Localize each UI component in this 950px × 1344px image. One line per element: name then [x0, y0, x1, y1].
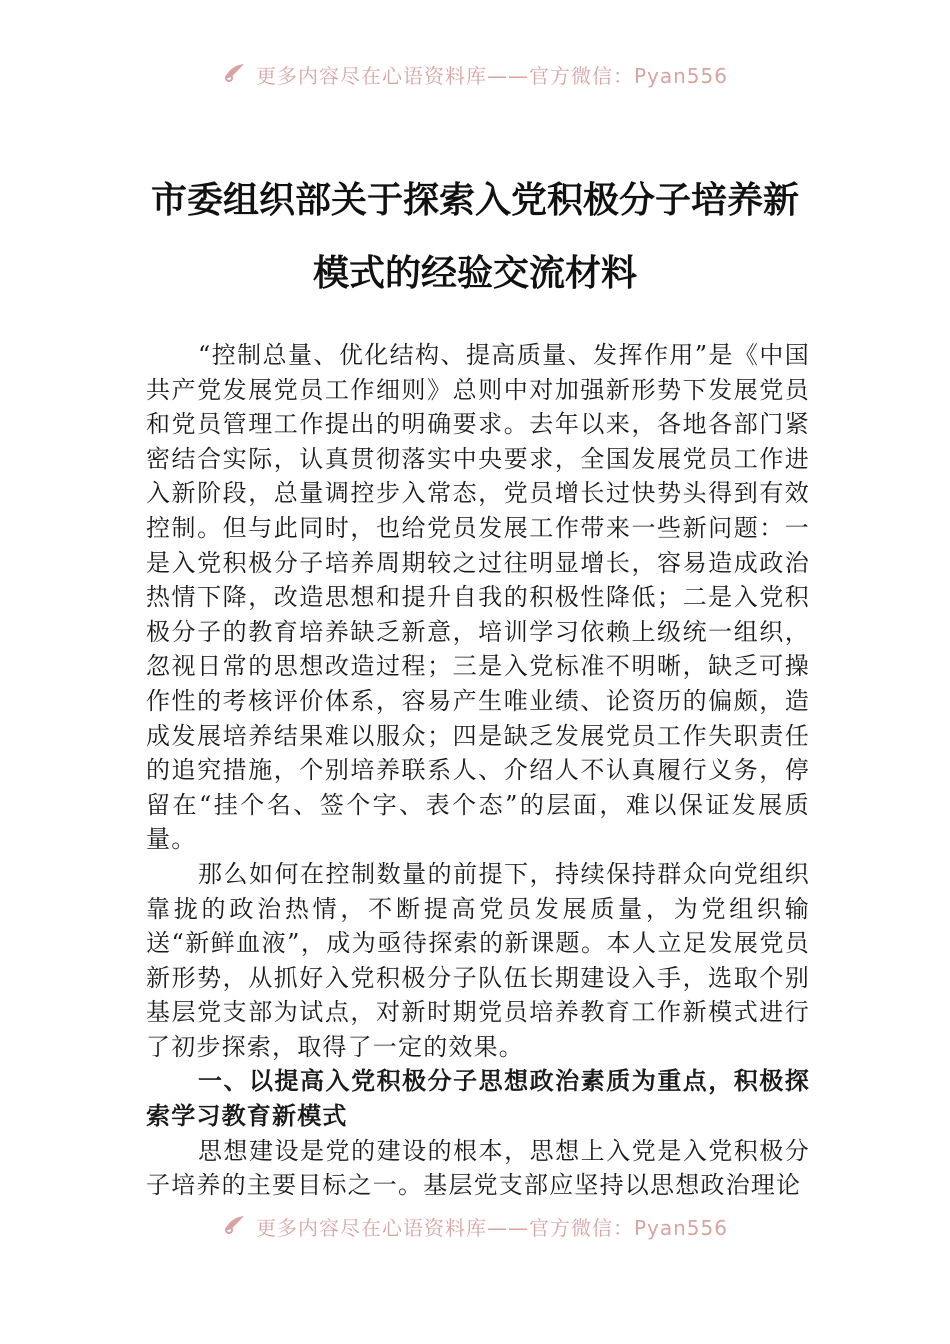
document-title-line-1: 市委组织部关于探索入党积极分子培养新 — [150, 179, 799, 221]
watermark-text: 更多内容尽在心语资料库——官方微信：Pyan556 — [255, 64, 728, 88]
body-paragraph: “控制总量、优化结构、提高质量、发挥作用”是《中国共产党发展党员工作细则》总则中对加强新形势下发展党员和党员管理工作提出的明确要求。去年以来，各地各部门紧密结合实际，认真贯彻落实中央要求，全国发展党员工作进入新阶段，总量调控步入常态，党员增长过快势头得到有效控制。但与此同时，也给党员发展工作带来一些新问题：一是入党积极分子培养周期较之过往明显增长，容易造成政治热情下降，改造思想和提升自我的积极性降低；二是入党积极分子的教育培养缺乏新意，培训学习依赖上级统一组织，忽视日常的思想改造过程；三是入党标准不明晰，缺乏可操作性的考核评价体系，容易产生唯业绩、论资历的偏颇，造成发展培养结果难以服众；四是缺乏发展党员工作失职责任的追究措施，个别培养联系人、介绍人不认真履行义务，停留在“挂个名、签个字、表个态”的层面，难以保证发展质量。 — [146, 341, 810, 854]
section-heading: 一、以提高入党积极分子思想政治素质为重点，积极探索学习教育新模式 — [146, 1067, 810, 1131]
pen-logo-icon — [222, 61, 248, 88]
pen-logo-icon — [222, 1213, 248, 1240]
watermark-text: 更多内容尽在心语资料库——官方微信：Pyan556 — [255, 1216, 728, 1240]
watermark-top — [0, 60, 950, 89]
document-body — [146, 338, 810, 1203]
body-paragraph: 那么如何在控制数量的前提下，持续保持群众向党组织靠拢的政治热情，不断提高党员发展质量，为党组织输送“新鲜血液”，成为亟待探索的新课题。本人立足发展党员新形势，从抓好入党积极分子队伍长期建设入手，选取个别基层党支部为试点，对新时期党员培养教育工作新模式进行了初步探索，取得了一定的效果。 — [146, 859, 810, 1061]
document-title-line-2: 模式的经验交流材料 — [312, 252, 637, 294]
body-paragraph: 思想建设是党的建设的根本，思想上入党是入党积极分子培养的主要目标之一。基层党支部应坚持以思想政治理论 — [146, 1136, 810, 1200]
watermark-bottom — [0, 1212, 950, 1241]
